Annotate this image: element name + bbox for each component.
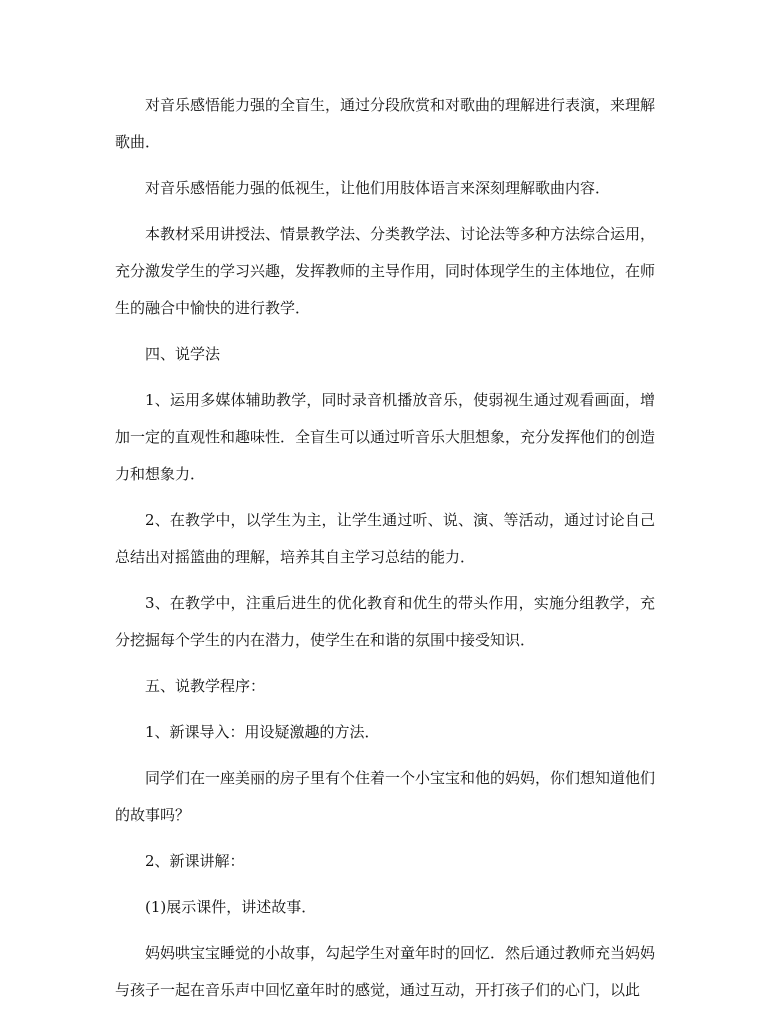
paragraph-6: 2、在教学中，以学生为主，让学生通过听、说、演、等活动，通过讨论自己总结出对摇篮曲的理解，培养其自主学习总结的能力． [115, 511, 655, 566]
subheading-new-lesson-intro: 1、新课导入：用设疑激趣的方法． [145, 723, 380, 741]
section-heading-5: 五、说教学程序： [145, 677, 266, 695]
subheading-show-courseware: (1)展示课件，讲述故事． [145, 898, 317, 916]
paragraph-3: 本教材采用讲授法、情景教学法、分类教学法、讨论法等多种方法综合运用，充分激发学生的学习兴趣，发挥教师的主导作用，同时体现学生的主体地位，在师生的融合中愉快的进行教学． [115, 225, 656, 317]
document-body [115, 87, 655, 1018]
paragraph-2: 对音乐感悟能力强的低视生，让他们用肢体语言来深刻理解歌曲内容． [145, 179, 611, 197]
subheading-new-lesson-explain: 2、新课讲解： [145, 852, 245, 870]
paragraph-7: 3、在教学中，注重后进生的优化教育和优生的带头作用，实施分组教学，充分挖掘每个学生的内在潜力，使学生在和谐的氛围中接受知识． [115, 594, 655, 649]
paragraph-1: 对音乐感悟能力强的全盲生，通过分段欣赏和对歌曲的理解进行表演，来理解歌曲． [115, 96, 656, 151]
section-heading-4: 四、说学法 [145, 345, 221, 363]
paragraph-13: 妈妈哄宝宝睡觉的小故事，勾起学生对童年时的回忆．然后通过教师充当妈妈与孩子一起在音乐声中回忆童年时的感觉，通过互动，开打孩子们的心门，以此 [115, 944, 656, 999]
paragraph-5: 1、运用多媒体辅助教学，同时录音机播放音乐，使弱视生通过观看画面，增加一定的直观性和趣味性．全盲生可以通过听音乐大胆想象，充分发挥他们的创造力和想象力． [115, 391, 656, 483]
paragraph-10: 同学们在一座美丽的房子里有个住着一个小宝宝和他的妈妈，你们想知道他们的故事吗？ [115, 769, 656, 824]
